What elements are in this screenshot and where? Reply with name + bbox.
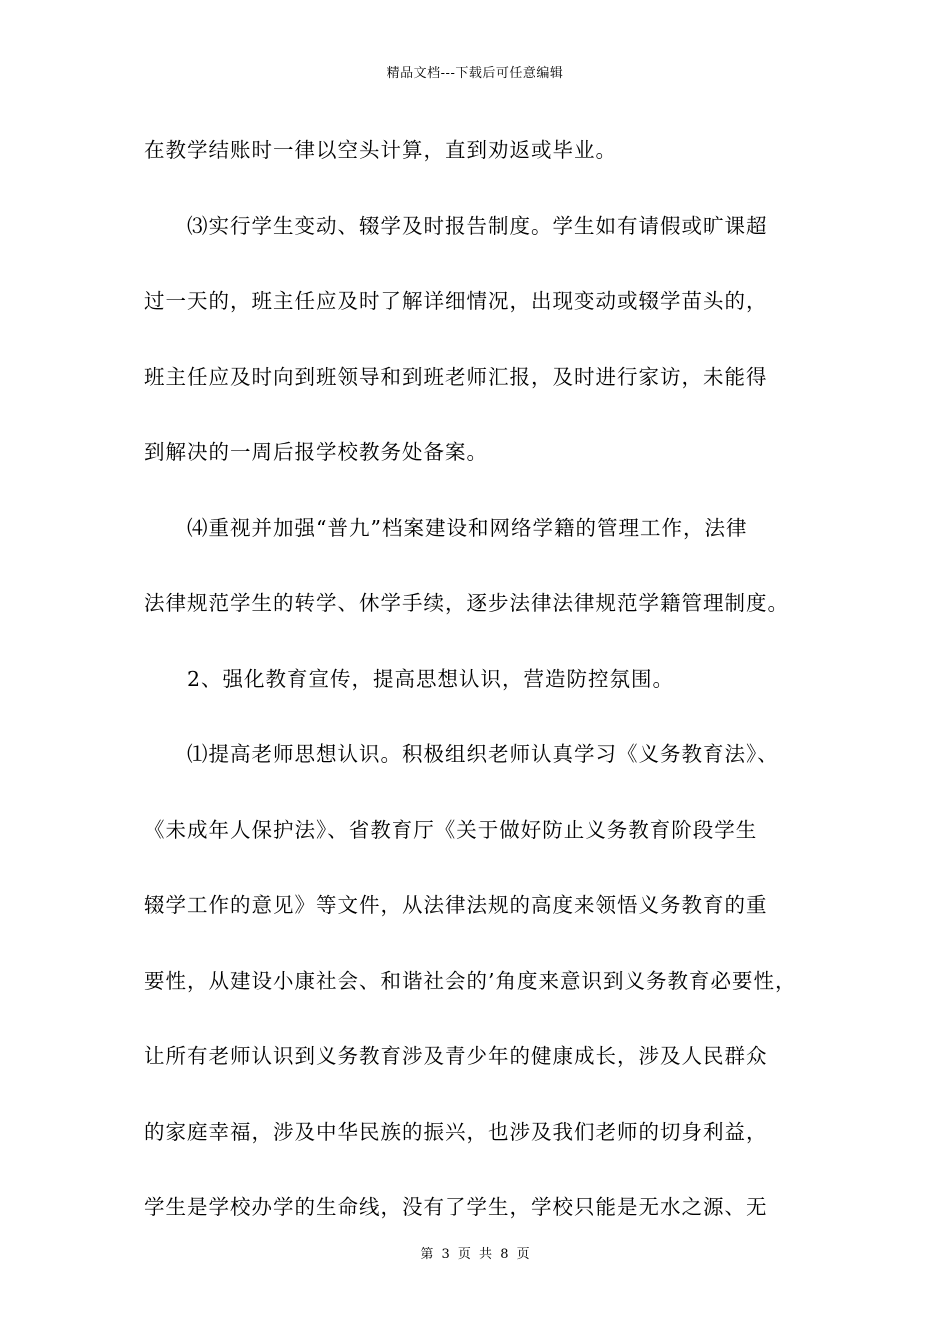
page-header: 精品文档---下载后可任意编辑 xyxy=(386,66,564,81)
text-line: ⑴提高老师思想认识。积极组织老师认真学习《义务教育法》、 xyxy=(144,742,779,766)
text-line: 过一天的，班主任应及时了解详细情况，出现变动或辍学苗头的， xyxy=(144,289,768,313)
text-line: 2、强化教育宣传，提高思想认识，营造防控氛围。 xyxy=(144,666,675,691)
text-line: 让所有老师认识到义务教育涉及青少年的健康成长，涉及人民群众 xyxy=(144,1044,768,1068)
text-line: 学生是学校办学的生命线，没有了学生，学校只能是无水之源、无 xyxy=(144,1195,768,1219)
text-line: 辍学工作的意见》等文件，从法律法规的高度来领悟义务教育的重 xyxy=(144,893,768,917)
text-line: 的家庭幸福，涉及中华民族的振兴，也涉及我们老师的切身利益， xyxy=(144,1119,768,1144)
page-number: 第 3 页 共 8 页 xyxy=(420,1247,530,1262)
text-line: 班主任应及时向到班领导和到班老师汇报，及时进行家访，未能得 xyxy=(144,364,768,389)
text-line: ⑶实行学生变动、辍学及时报告制度。学生如有请假或旷课超 xyxy=(144,213,768,238)
text-line: 法律规范学生的转学、休学手续，逐步法律法律规范学籍管理制度。 xyxy=(144,591,789,615)
document-body xyxy=(144,127,844,1260)
text-line: 到解决的一周后报学校教务处备案。 xyxy=(144,440,488,464)
text-line: 要性，从建设小康社会、和谐社会的’角度来意识到义务教育必要性， xyxy=(144,968,797,993)
text-line: 《未成年人保护法》、省教育厅《关于做好防止义务教育阶段学生 xyxy=(144,817,758,842)
text-line: ⑷重视并加强“普九”档案建设和网络学籍的管理工作，法律 xyxy=(144,515,748,540)
text-line: 在教学结账时一律以空头计算，直到劝返或毕业。 xyxy=(144,138,617,162)
